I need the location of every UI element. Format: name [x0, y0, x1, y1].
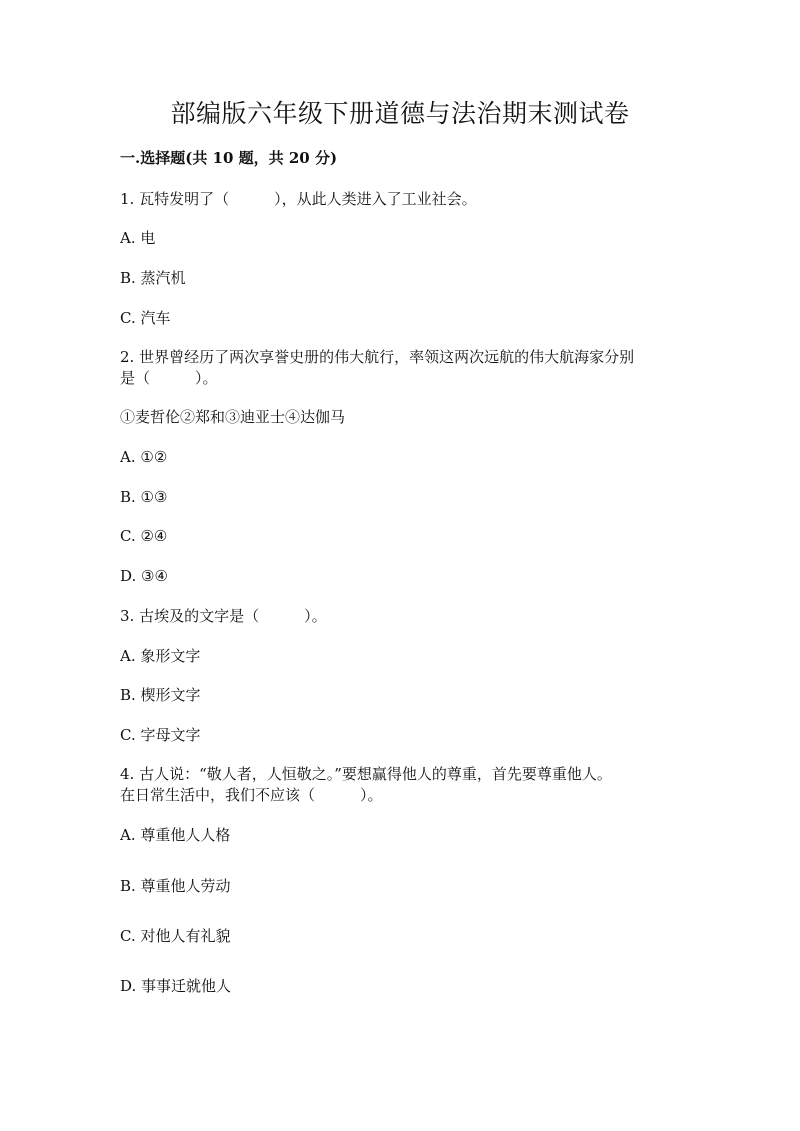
question-4-stem-line-1: 4. 古人说：“敬人者，人恒敬之。”要想赢得他人的尊重，首先要尊重他人。	[120, 765, 612, 783]
question-4-stem-line-2: 在日常生活中，我们不应该（ ）。	[120, 786, 383, 804]
question-3-option-a: A. 象形文字	[120, 647, 201, 665]
question-4-option-a: A. 尊重他人人格	[120, 826, 231, 844]
question-1-option-a: A. 电	[120, 229, 156, 247]
question-3-option-c: C. 字母文字	[120, 726, 201, 744]
section-heading: 一.选择题(共 10 题，共 20 分)	[120, 149, 338, 167]
question-4-option-b: B. 尊重他人劳动	[120, 877, 231, 895]
question-2-option-c: C. ②④	[120, 527, 168, 545]
page-title: 部编版六年级下册道德与法治期末测试卷	[170, 99, 630, 128]
question-4-option-c: C. 对他人有礼貌	[120, 927, 231, 945]
question-3-stem: 3. 古埃及的文字是（ ）。	[120, 607, 327, 625]
question-1-option-c: C. 汽车	[120, 309, 171, 327]
question-2-stem-line-1: 2. 世界曾经历了两次享誉史册的伟大航行，率领这两次远航的伟大航海家分别	[120, 348, 635, 366]
question-3-option-b: B. 楔形文字	[120, 686, 201, 704]
question-4-option-d: D. 事事迁就他人	[120, 977, 232, 995]
question-2-option-b: B. ①③	[120, 488, 168, 506]
question-1-option-b: B. 蒸汽机	[120, 269, 186, 287]
question-2-note: ①麦哲伦②郑和③迪亚士④达伽马	[120, 408, 346, 426]
question-2-option-d: D. ③④	[120, 567, 168, 585]
question-1-stem: 1. 瓦特发明了（ ），从此人类进入了工业社会。	[120, 190, 477, 208]
question-2-stem-line-2: 是（ ）。	[120, 369, 218, 387]
question-2-option-a: A. ①②	[120, 448, 168, 466]
